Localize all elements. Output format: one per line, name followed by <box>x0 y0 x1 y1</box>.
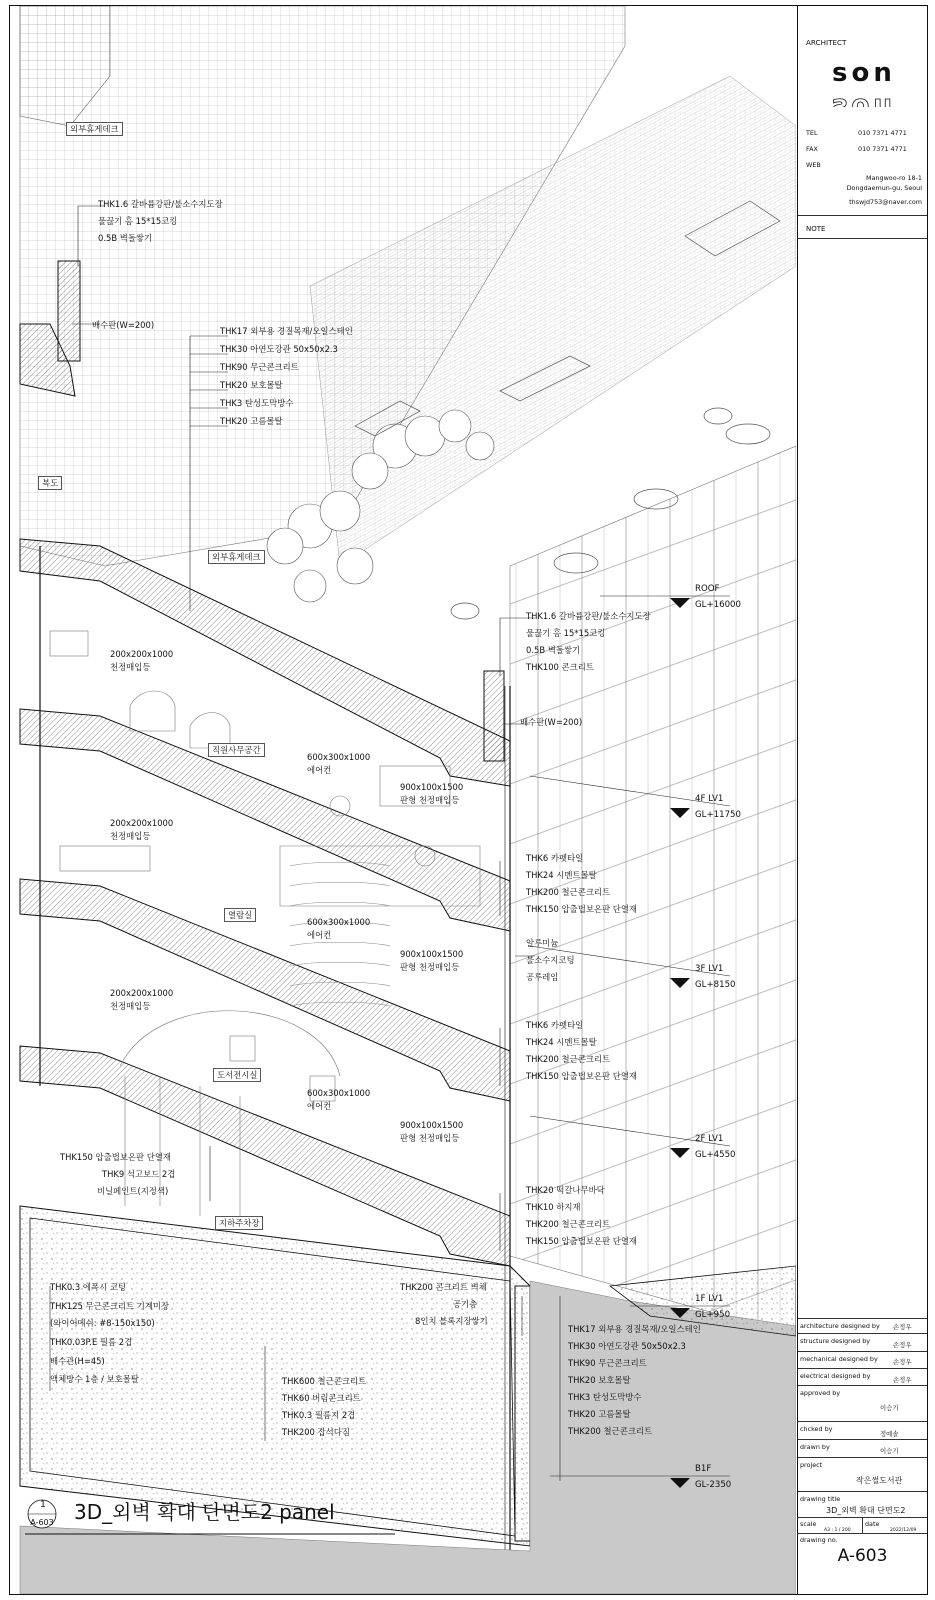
web-label: WEB <box>806 161 821 169</box>
note-curtain-1: 알루미늄 <box>526 938 559 948</box>
level-name-4f: 4F LV1 <box>695 794 724 804</box>
note-ac-1a: 600x300x1000 <box>307 752 371 762</box>
scale-value: A3 : 1 / 200 <box>824 1528 851 1533</box>
level-name-roof: ROOF <box>695 584 720 594</box>
note-floor-3f-3: THK200 철근콘크리트 <box>526 1054 611 1064</box>
note-floor-3f-1: THK6 카펫타일 <box>526 1020 584 1030</box>
room-tag-reading-room: 열람실 <box>224 908 256 922</box>
drawing-no-label: drawing no. <box>800 1536 838 1544</box>
note-ceiling-b1-1: THK150 압출법보온판 단열재 <box>60 1152 172 1162</box>
room-tag-basement-parking: 지하주차장 <box>215 1216 263 1230</box>
row-structure-label: structure designed by <box>800 1337 871 1345</box>
level-gl-3f: GL+8150 <box>695 980 736 990</box>
address-line-1: Mangwoo-ro 18-1 <box>866 174 922 182</box>
note-floor-1f-4: THK150 압출법보온판 단열재 <box>526 1236 638 1246</box>
fax-value: 010 7371 4771 <box>858 145 907 153</box>
checked-label: chcked by <box>800 1425 833 1433</box>
note-exterior-deck-6: THK20 고름몰탈 <box>568 1409 631 1419</box>
note-retaining-1: THK200 콘크리트 벽체 <box>400 1282 487 1292</box>
note-light-2b: 판형 천정매입등 <box>400 962 460 972</box>
row-electrical-label: electrical designed by <box>800 1372 871 1380</box>
fax-label: FAX <box>806 145 818 153</box>
note-floor-4f-3: THK200 철근콘크리트 <box>526 887 611 897</box>
view-number: 1 <box>40 1500 46 1510</box>
note-basement-5: 배수관(H=45) <box>50 1356 105 1366</box>
date-label: date <box>865 1520 880 1528</box>
project-label: project <box>800 1461 823 1469</box>
room-tag-staff-office: 직원사무공간 <box>208 743 265 757</box>
title-block <box>797 5 928 1595</box>
approved-label: approved by <box>800 1389 841 1397</box>
note-deck-top-2: THK30 아연도강관 50x50x2.3 <box>220 344 338 354</box>
level-gl-1f: GL+950 <box>695 1310 731 1320</box>
note-basement-6: 액체방수 1층 / 보호몰탈 <box>50 1374 139 1384</box>
drawing-title-label: drawing title <box>800 1495 841 1503</box>
note-floor-4f-2: THK24 시멘트몰탈 <box>526 870 597 880</box>
room-tag-outdoor-deck-upper: 외부휴게데크 <box>66 122 123 136</box>
row-mechanical-value: 손정우 <box>893 1358 912 1366</box>
drawn-label: drawn by <box>800 1443 830 1451</box>
logo-text: son <box>832 58 896 88</box>
note-floor-1f-1: THK20 떡갈나무바닥 <box>526 1185 605 1195</box>
note-drain-top: 배수판(W=200) <box>92 320 155 330</box>
note-ceiling-b1-2: THK9 석고보드 2겹 <box>102 1169 176 1179</box>
note-ac-2b: 에어컨 <box>307 930 332 940</box>
level-name-2f: 2F LV1 <box>695 1134 724 1144</box>
note-curtain-3: 공루레임 <box>526 972 559 982</box>
note-light-2a: 900x100x1500 <box>400 949 464 959</box>
note-ac-3b: 에어컨 <box>307 1101 332 1111</box>
note-light-1a: 900x100x1500 <box>400 782 464 792</box>
note-retaining-2: 공기층 <box>453 1299 478 1309</box>
note-exterior-deck-3: THK90 무근콘크리트 <box>568 1358 647 1368</box>
note-drain-roof: 배수판(W=200) <box>520 717 583 727</box>
note-basement-4: THK0.03P.E 필름 2겹 <box>50 1337 133 1347</box>
row-architecture-value: 손정우 <box>893 1323 912 1331</box>
date-value: 2022/12/09 <box>890 1528 917 1533</box>
note-foundation-2: THK60 버림콘크리트 <box>282 1393 361 1403</box>
son-logo <box>828 57 898 107</box>
approved-value: 이승기 <box>880 1404 899 1412</box>
note-foundation-1: THK600 철근콘크리트 <box>282 1376 367 1386</box>
note-floor-4f-1: THK6 카펫타일 <box>526 853 584 863</box>
note-exterior-deck-5: THK3 탄성도막방수 <box>568 1392 642 1402</box>
note-top-parapet-1: THK1.6 갈바륨강판/불소수지도장 <box>98 199 223 209</box>
room-tag-outdoor-deck: 외부휴게데크 <box>208 550 265 564</box>
note-floor-1f-3: THK200 철근콘크리트 <box>526 1219 611 1229</box>
tel-label: TEL <box>806 129 818 137</box>
note-duct-3a: 200x200x1000 <box>110 988 174 998</box>
scale-label: scale <box>800 1520 817 1528</box>
level-name-b1f: B1F <box>695 1464 712 1474</box>
level-name-1f: 1F LV1 <box>695 1294 724 1304</box>
note-light-3b: 판형 천정매입등 <box>400 1133 460 1143</box>
level-name-3f: 3F LV1 <box>695 964 724 974</box>
note-basement-1: THK0.3 에폭시 코팅 <box>50 1282 126 1292</box>
drawing-title-value: 3D_외벽 확대 단면도2 <box>826 1506 906 1515</box>
architect-label: ARCHITECT <box>806 38 847 47</box>
note-deck-top-3: THK90 무근콘크리트 <box>220 362 299 372</box>
note-foundation-3: THK0.3 필름지 2겹 <box>282 1410 356 1420</box>
note-duct-2a: 200x200x1000 <box>110 818 174 828</box>
room-tag-book-exhibition: 도서전시실 <box>213 1068 261 1082</box>
upper-parapet <box>58 261 80 361</box>
sheet-title: 3D_외벽 확대 단면도2 panel <box>74 1500 335 1524</box>
note-label: NOTE <box>806 225 826 233</box>
address-line-2: Dongdaemun-gu, Seoul <box>846 184 922 192</box>
note-top-parapet-3: 0.5B 벽돌쌓기 <box>98 233 153 243</box>
row-architecture-label: architecture designed by <box>800 1322 880 1330</box>
section-drawing <box>10 6 796 1594</box>
checked-value: 정예솔 <box>880 1430 899 1438</box>
note-roof-parapet-3: 0.5B 벽돌쌓기 <box>526 645 581 655</box>
row-mechanical-label: mechanical designed by <box>800 1355 878 1363</box>
view-reference: A-603 <box>30 1518 54 1527</box>
note-exterior-deck-1: THK17 외부용 경질목재/오일스테인 <box>568 1324 701 1334</box>
note-deck-top-5: THK3 탄성도막방수 <box>220 398 294 408</box>
note-roof-parapet-4: THK100 콘크리트 <box>526 662 594 672</box>
level-gl-2f: GL+4550 <box>695 1150 736 1160</box>
note-deck-top-4: THK20 보호몰탈 <box>220 380 283 390</box>
note-basement-3: (와이어메쉬: #8-150x150) <box>50 1318 155 1328</box>
note-duct-2b: 천정매입등 <box>110 831 151 841</box>
room-tag-corridor: 복도 <box>38 476 62 490</box>
drawn-value: 이승기 <box>880 1447 899 1455</box>
email: thswjd753@naver.com <box>849 198 922 206</box>
note-ac-3a: 600x300x1000 <box>307 1088 371 1098</box>
note-floor-4f-4: THK150 압출법보온판 단열재 <box>526 904 638 914</box>
note-ac-1b: 에어컨 <box>307 765 332 775</box>
note-exterior-deck-4: THK20 보호몰탈 <box>568 1375 631 1385</box>
note-duct-3b: 천정매입등 <box>110 1001 151 1011</box>
note-duct-1b: 천정매입등 <box>110 662 151 672</box>
note-roof-parapet-1: THK1.6 갈바륨강판/불소수지도장 <box>526 611 651 621</box>
note-deck-top-1: THK17 외부용 경질목재/오일스테인 <box>220 326 353 336</box>
note-floor-3f-4: THK150 압출법보온판 단열재 <box>526 1071 638 1081</box>
note-exterior-deck-7: THK200 철근콘크리트 <box>568 1426 653 1436</box>
note-light-3a: 900x100x1500 <box>400 1120 464 1130</box>
drawing-no-value: A-603 <box>837 1546 888 1566</box>
note-exterior-deck-2: THK30 아연도강관 50x50x2.3 <box>568 1341 686 1351</box>
note-floor-3f-2: THK24 시멘트몰탈 <box>526 1037 597 1047</box>
level-gl-roof: GL+16000 <box>695 600 741 610</box>
row-electrical-value: 손정우 <box>893 1376 912 1384</box>
note-ac-2a: 600x300x1000 <box>307 917 371 927</box>
note-ceiling-b1-3: 비닐페인트(지정색) <box>97 1186 169 1196</box>
tel-value: 010 7371 4771 <box>858 129 907 137</box>
roof-parapet <box>484 671 504 761</box>
note-basement-2: THK125 무근콘크리트 기계미장 <box>50 1301 170 1311</box>
note-floor-1f-2: THK10 하지재 <box>526 1202 581 1212</box>
project-value: 작은썰도서관 <box>856 1476 903 1485</box>
level-gl-b1f: GL-2350 <box>695 1480 732 1490</box>
note-curtain-2: 불소수지코팅 <box>526 955 575 965</box>
row-structure-value: 손정우 <box>893 1341 912 1349</box>
note-deck-top-6: THK20 고름몰탈 <box>220 416 283 426</box>
note-top-parapet-2: 물끊기 홈 15*15코킹 <box>98 216 178 226</box>
note-duct-1a: 200x200x1000 <box>110 649 174 659</box>
note-retaining-3: 8인치 블록지장쌓기 <box>415 1316 488 1326</box>
note-roof-parapet-2: 물끊기 홈 15*15코킹 <box>526 628 606 638</box>
note-foundation-4: THK200 잡석다짐 <box>282 1427 350 1437</box>
logo-reflection: son <box>832 92 896 107</box>
note-light-1b: 판형 천정매입등 <box>400 795 460 805</box>
level-gl-4f: GL+11750 <box>695 810 741 820</box>
